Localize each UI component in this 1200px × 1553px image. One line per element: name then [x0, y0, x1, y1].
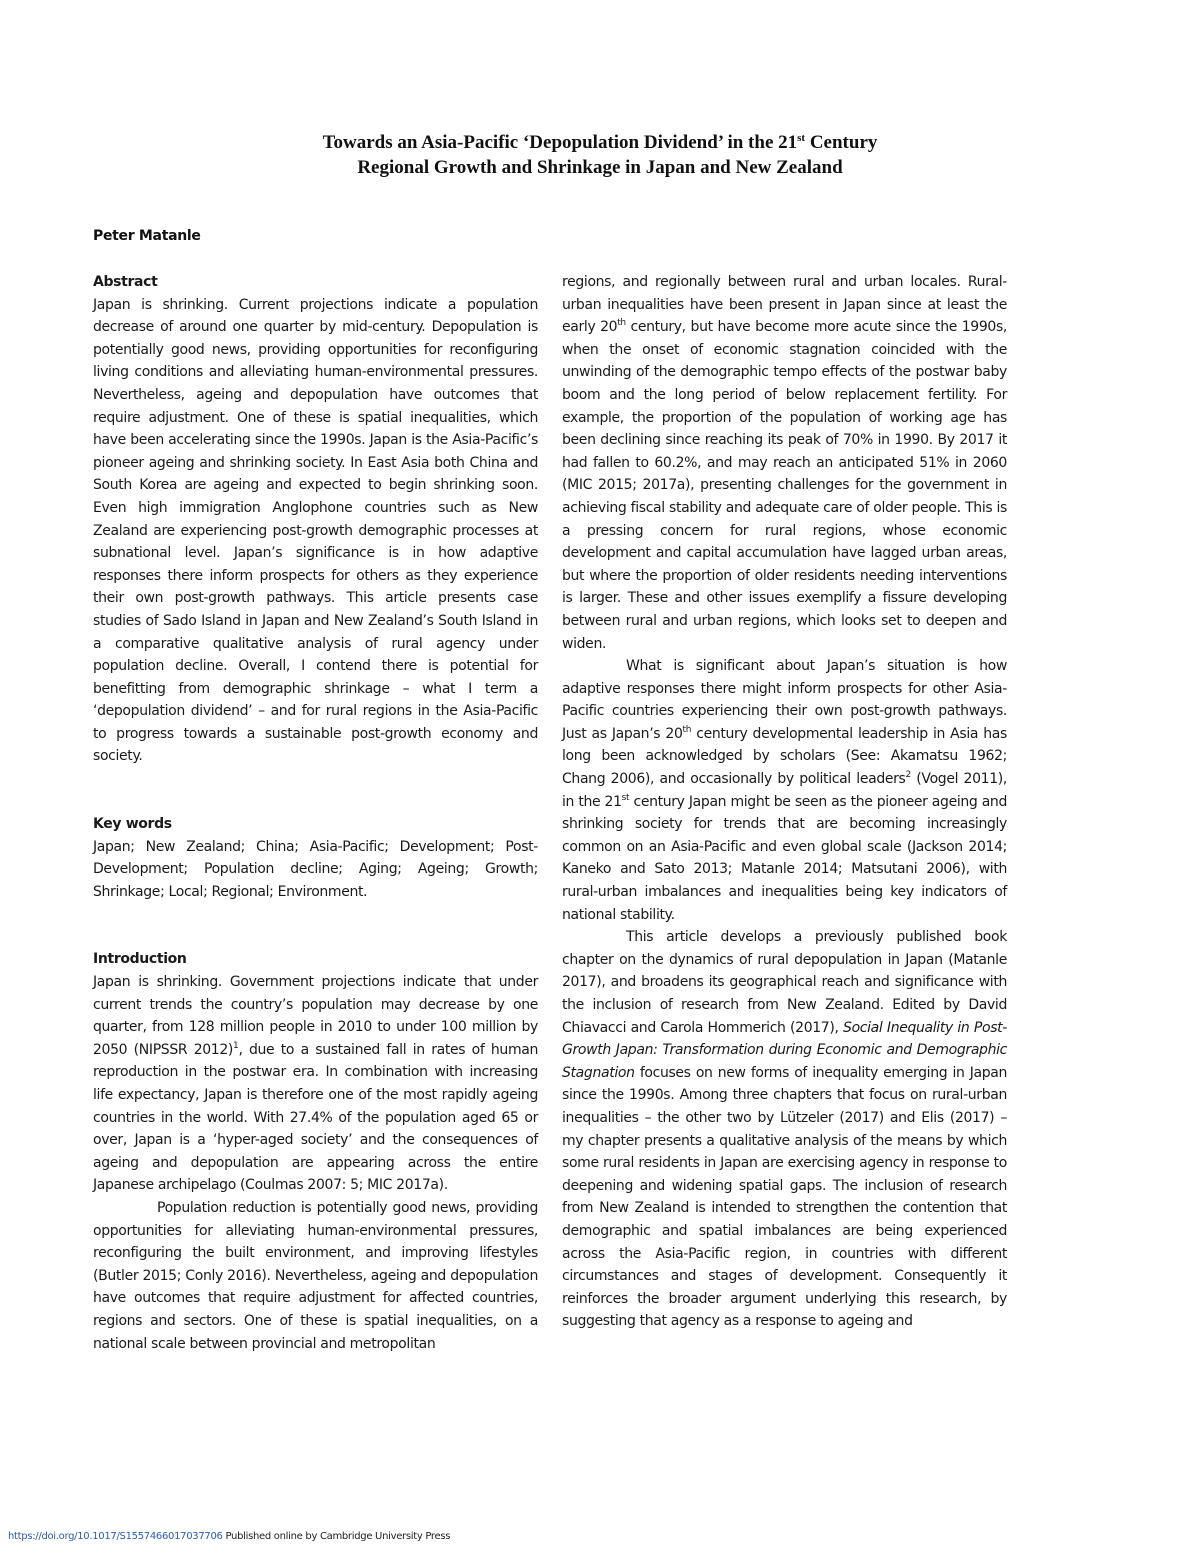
abstract-heading: Abstract [93, 274, 158, 290]
title-line-1-text: Towards an Asia-Pacific ‘Depopulation Dividend’ in the 21 [322, 132, 798, 153]
right-paragraph-2: What is significant about Japan’s situation is how adaptive responses there might inform prospects for other Asia-Pacific countries experiencing their own post-growth pathways. Just as Japan’s 20th century developmental leadership in Asia has long been acknowledged by scholars (See: Akamatsu 1962; Chang 2006), and occasionally by political leaders$^2$ (Vogel 2011), in the 21st century Japan might be seen as the pioneer ageing and shrinking society for trends that are becoming increasingly common on an Asia-Pacific and even global scale (Jackson 2014; Kaneko and Sato 2013; Matanle 2014; Matsutani 2006), with rural-urban imbalances and inequalities being key indicators of national stability. [562, 658, 1007, 923]
title-line-2: Regional Growth and Shrinkage in Japan and New Zealand [357, 157, 843, 178]
book-title: Social Inequality in Post-Growth Japan: Transformation during Economic and Demographic Stagnation [562, 1019, 1007, 1081]
introduction-heading: Introduction [93, 951, 187, 968]
abstract-text: Japan is shrinking. Current projections indicate a population decrease of around one quarter by mid-century. Depopulation is potentially good news, providing opportunities for reconfiguring living conditions and alleviating human-environmental pressures. Nevertheless, ageing and depopulation have outcomes that require adjustment. One of these is spatial inequalities, which have been accelerating since the 1990s. Japan is the Asia-Pacific’s pioneer ageing and shrinking society. In East Asia both China and South Korea are ageing and expected to begin shrinking soon. Even high immigration Anglophone countries such as New Zealand are experiencing post-growth demographic processes at subnational level. Japan’s significance is in how adaptive responses there inform prospects for others as they experience their own post-growth pathways. This article presents case studies of Sado Island in Japan and New Zealand’s South Island in a comparative qualitative analysis of rural agency under population decline. Overall, I contend there is potential for benefitting from demographic shrinkage – what I term a ‘depopulation dividend’ – and for rural regions in the Asia-Pacific to progress towards a sustainable post-growth economy and society. [93, 296, 538, 765]
footnote-ref-1[interactable]: 1 [233, 1040, 239, 1051]
doi-link[interactable]: https://doi.org/10.1017/S1557466017037706 [8, 1531, 223, 1542]
author-name: Peter Matanle [93, 228, 201, 244]
footnote-ref-2[interactable]: 2 [905, 770, 911, 781]
title-line-1 [0, 130, 1200, 155]
title-line-1-end: Century [805, 132, 878, 153]
keywords-text: Japan; New Zealand; China; Asia-Pacific; Development; Post-Development; Population decline; Aging; Ageing; Growth; Shrinkage; Local; Regional; Environment. [93, 838, 538, 900]
article-title [0, 130, 1200, 180]
intro-paragraph-2: Population reduction is potentially good news, providing opportunities for alleviating human-environmental pressures, reconfiguring the built environment, and improving lifestyles (Butler 2015; Conly 2016). Nevertheless, ageing and depopulation have outcomes that require adjustment for affected countries, regions and sectors. One of these is spatial inequalities, on a national scale between provincial and metropolitan [93, 1199, 538, 1352]
publisher-note: Published online by Cambridge University Press [222, 1531, 451, 1542]
right-column [562, 271, 1007, 1333]
title-superscript: st [797, 132, 806, 144]
page-footer [8, 1530, 450, 1544]
right-paragraph-1: regions, and regionally between rural and urban locales. Rural-urban inequalities have been present in Japan since at least the early 20th century, but have become more acute since the 1990s, when the onset of economic stagnation coincided with the unwinding of the demographic tempo effects of the postwar baby boom and the long period of below replacement fertility. For example, the proportion of the population of working age has been declining since reaching its peak of 70% in 1990. By 2017 it had fallen to 60.2%, and may reach an anticipated 51% in 2060 (MIC 2015; 2017a), presenting challenges for the government in achieving fiscal stability and adequate care of older people. This is a pressing concern for rural regions, whose economic development and capital accumulation have lagged urban areas, but where the proportion of older residents needing interventions is larger. These and other issues exemplify a fissure developing between rural and urban regions, which looks set to deepen and widen. [562, 274, 1008, 652]
left-column [93, 271, 538, 1355]
keywords-heading: Key words [93, 816, 172, 833]
intro-paragraph-1: Japan is shrinking. Government projections indicate that under current trends the country’s population may decrease by one quarter, from 128 million people in 2010 to under 100 million by 2050 (NIPSSR 2012)$^1$, due to a sustained fall in rates of human reproduction in the postwar era. In combination with increasing life expectancy, Japan is therefore one of the most rapidly ageing countries in the world. With 27.4% of the population aged 65 or over, Japan is a ‘hyper-aged society’ and the consequences of ageing and depopulation are appearing across the entire Japanese archipelago (Coulmas 2007: 5; MIC 2017a). [93, 974, 538, 1194]
right-paragraph-3: This article develops a previously published book chapter on the dynamics of rural depopulation in Japan (Matanle 2017), and broadens its geographical reach and significance with the inclusion of research from New Zealand. Edited by David Chiavacci and Carola Hommerich (2017), Social Inequality in Post-Growth Japan: Transformation during Economic and Demographic Stagnation focuses on new forms of inequality emerging in Japan since the 1990s. Among three chapters that focus on rural-urban inequalities – the other two by Lützeler (2017) and Elis (2017) – my chapter presents a qualitative analysis of the means by which some rural residents in Japan are exercising agency in response to deepening and widening spatial gaps. The inclusion of research from New Zealand is intended to strengthen the contention that demographic and spatial imbalances are being experienced across the Asia-Pacific region, in countries with different circumstances and stages of development. Consequently it reinforces the broader argument underlying this research, by suggesting that agency as a response to ageing and [562, 929, 1007, 1330]
